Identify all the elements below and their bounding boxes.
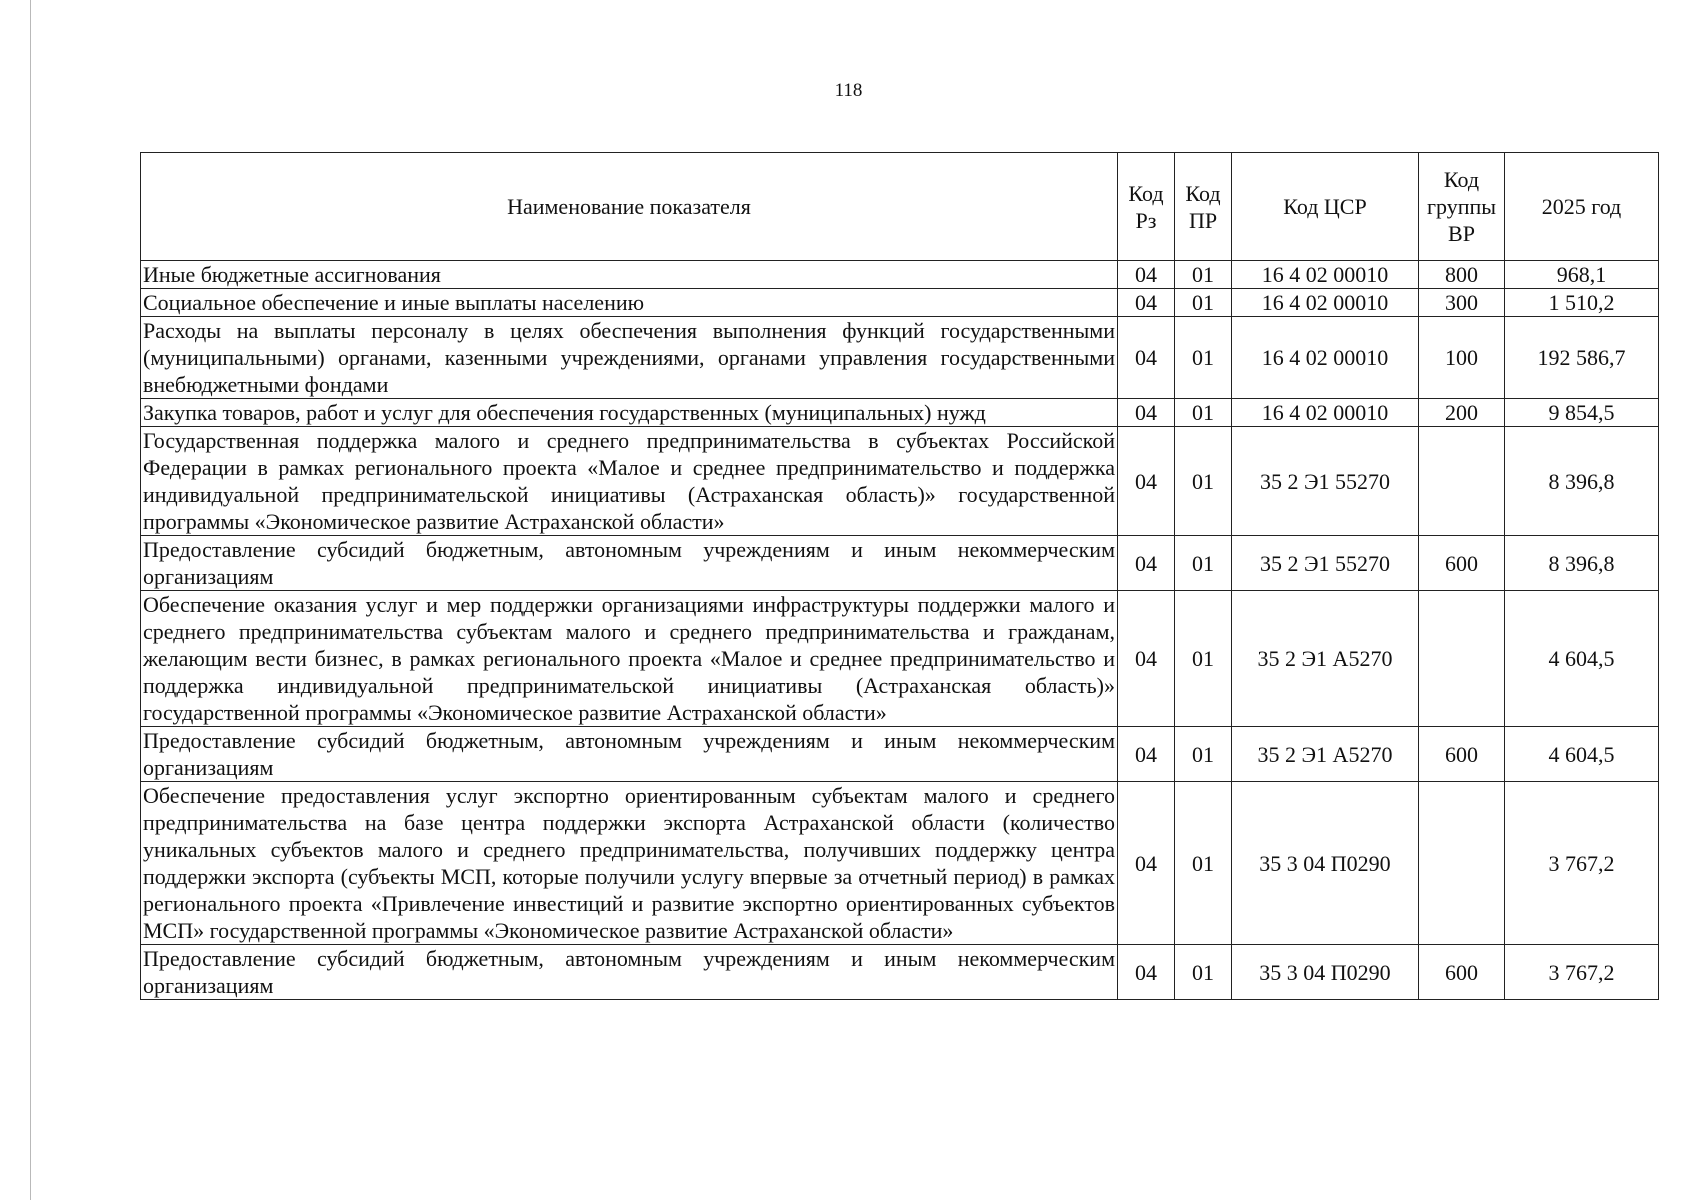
row-name: Предоставление субсидий бюджетным, автономным учреждениям и иным некоммерческим организациям [141,945,1118,1000]
row-csr: 35 2 Э1 А5270 [1232,727,1419,782]
row-rz: 04 [1118,591,1175,727]
row-pr: 01 [1175,782,1232,945]
row-rz: 04 [1118,399,1175,427]
row-csr: 35 3 04 П0290 [1232,782,1419,945]
row-vr: 300 [1419,289,1505,317]
row-name: Предоставление субсидий бюджетным, автономным учреждениям и иным некоммерческим организациям [141,536,1118,591]
row-vr [1419,591,1505,727]
row-vr: 200 [1419,399,1505,427]
row-pr: 01 [1175,727,1232,782]
row-csr: 16 4 02 00010 [1232,399,1419,427]
row-name: Социальное обеспечение и иные выплаты населению [141,289,1118,317]
table-row [141,427,1659,536]
row-csr: 35 3 04 П0290 [1232,945,1419,1000]
row-pr: 01 [1175,399,1232,427]
row-pr: 01 [1175,427,1232,536]
row-rz: 04 [1118,727,1175,782]
table-row [141,727,1659,782]
table-row [141,536,1659,591]
row-csr: 16 4 02 00010 [1232,317,1419,399]
row-name: Расходы на выплаты персоналу в целях обеспечения выполнения функций государственными (муниципальными) органами, казенными учреждениями, органами управления государственными внебюджетными фондами [141,317,1118,399]
row-vr: 800 [1419,261,1505,289]
row-amount: 8 396,8 [1505,427,1659,536]
row-vr: 600 [1419,727,1505,782]
header-name: Наименование показателя [141,153,1118,261]
row-amount: 3 767,2 [1505,945,1659,1000]
row-vr [1419,427,1505,536]
row-csr: 35 2 Э1 55270 [1232,427,1419,536]
row-vr: 600 [1419,536,1505,591]
row-rz: 04 [1118,945,1175,1000]
table-header-row [141,153,1659,261]
row-pr: 01 [1175,289,1232,317]
row-pr: 01 [1175,591,1232,727]
row-csr: 16 4 02 00010 [1232,289,1419,317]
row-vr [1419,782,1505,945]
row-amount: 3 767,2 [1505,782,1659,945]
row-amount: 9 854,5 [1505,399,1659,427]
row-pr: 01 [1175,317,1232,399]
header-pr: Код ПР [1175,153,1232,261]
row-amount: 192 586,7 [1505,317,1659,399]
table-row [141,289,1659,317]
row-csr: 35 2 Э1 55270 [1232,536,1419,591]
row-name: Предоставление субсидий бюджетным, автономным учреждениям и иным некоммерческим организациям [141,727,1118,782]
budget-table [140,152,1659,1000]
table-row [141,261,1659,289]
header-year: 2025 год [1505,153,1659,261]
page-number: 118 [834,80,863,101]
table-row [141,317,1659,399]
header-rz: Код Рз [1118,153,1175,261]
row-rz: 04 [1118,289,1175,317]
table-row [141,945,1659,1000]
scan-edge-line [30,0,31,1200]
row-name: Обеспечение оказания услуг и мер поддержки организациями инфраструктуры поддержки малого и среднего предпринимательства субъектам малого и среднего предпринимательства и гражданам, желающим вести бизнес, в рамках регионального проекта «Малое и среднее предпринимательство и поддержка индивидуальной предпринимательской инициативы (Астраханская область)» государственной программы «Экономическое развитие Астраханской области» [141,591,1118,727]
row-rz: 04 [1118,536,1175,591]
row-rz: 04 [1118,261,1175,289]
row-pr: 01 [1175,261,1232,289]
row-name: Государственная поддержка малого и среднего предпринимательства в субъектах Российской Федерации в рамках регионального проекта «Малое и среднее предпринимательство и поддержка индивидуальной предпринимательской инициативы (Астраханская область)» государственной программы «Экономическое развитие Астраханской области» [141,427,1118,536]
row-amount: 8 396,8 [1505,536,1659,591]
row-vr: 600 [1419,945,1505,1000]
row-rz: 04 [1118,427,1175,536]
table-row [141,399,1659,427]
row-pr: 01 [1175,536,1232,591]
header-csr: Код ЦСР [1232,153,1419,261]
row-name: Иные бюджетные ассигнования [141,261,1118,289]
header-vr: Код группы ВР [1419,153,1505,261]
row-amount: 968,1 [1505,261,1659,289]
table-row [141,782,1659,945]
row-pr: 01 [1175,945,1232,1000]
row-amount: 1 510,2 [1505,289,1659,317]
row-rz: 04 [1118,317,1175,399]
row-amount: 4 604,5 [1505,727,1659,782]
row-csr: 35 2 Э1 А5270 [1232,591,1419,727]
row-rz: 04 [1118,782,1175,945]
row-name: Закупка товаров, работ и услуг для обеспечения государственных (муниципальных) нужд [141,399,1118,427]
row-name: Обеспечение предоставления услуг экспортно ориентированным субъектам малого и среднего предпринимательства на базе центра поддержки экспорта Астраханской области (количество уникальных субъектов малого и среднего предпринимательства, получивших поддержку центра поддержки экспорта (субъекты МСП, которые получили услугу впервые за отчетный период) в рамках регионального проекта «Привлечение инвестиций и развитие экспортно ориентированных субъектов МСП» государственной программы «Экономическое развитие Астраханской области» [141,782,1118,945]
table-row [141,591,1659,727]
row-csr: 16 4 02 00010 [1232,261,1419,289]
row-vr: 100 [1419,317,1505,399]
row-amount: 4 604,5 [1505,591,1659,727]
